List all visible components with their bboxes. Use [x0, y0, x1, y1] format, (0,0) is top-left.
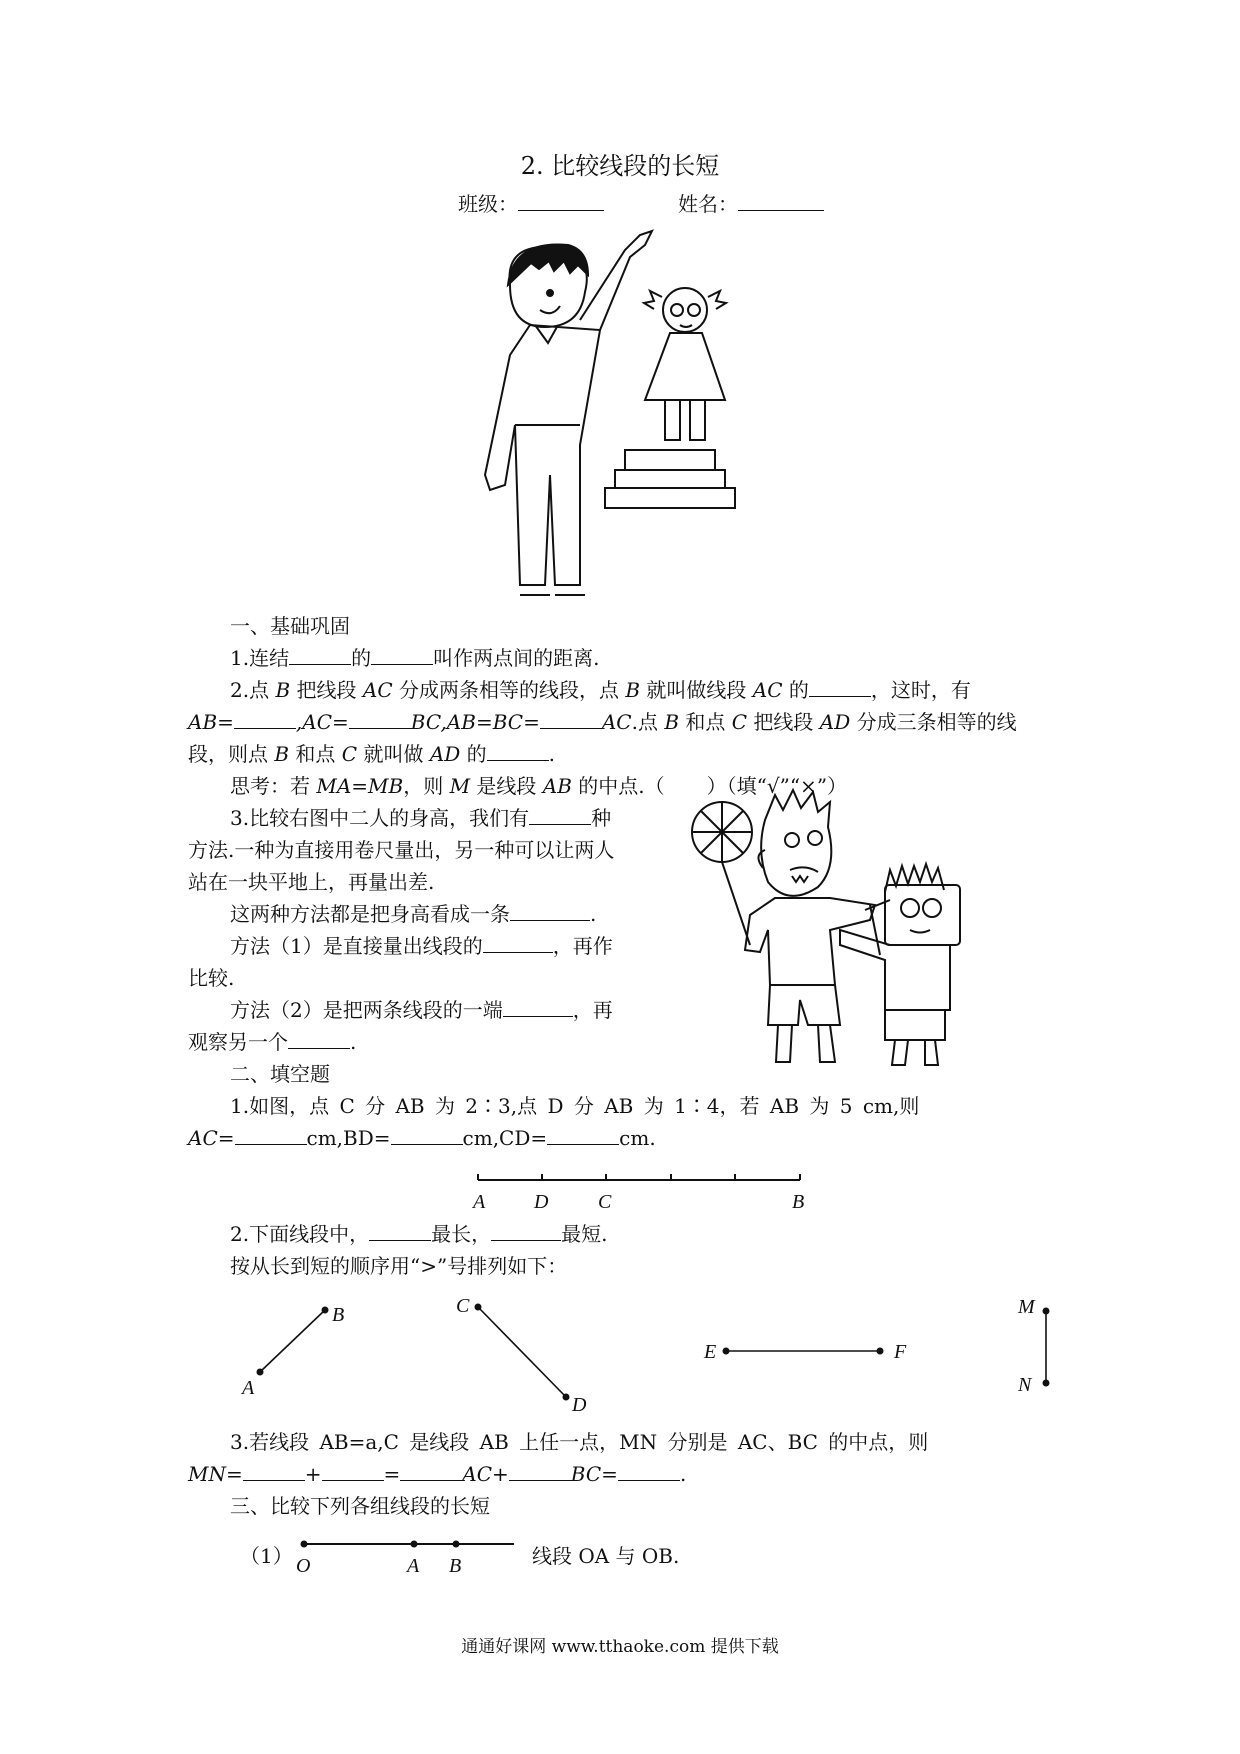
q2-3-l1: 3.若线段 AB=a,C 是线段 AB 上任一点，MN 分别是 AC、BC 的中点，则	[230, 1430, 929, 1454]
point-a	[257, 1369, 264, 1376]
think-t5: ）（填“√”“×”）	[706, 774, 848, 798]
q2-3-l2	[188, 1458, 686, 1490]
q1-2-line3: 段，则点 B 和点 C 就叫做 AD 的 .	[188, 742, 556, 766]
q2-2-t2: 最长，	[431, 1222, 492, 1246]
q1-2-line2	[188, 706, 1017, 738]
q1-3-l8	[188, 1026, 356, 1058]
point-f	[877, 1348, 884, 1355]
label-d: D	[534, 1191, 549, 1213]
q1-2-t10: ,AB=BC=	[440, 710, 540, 734]
label-a: A	[407, 1555, 420, 1577]
label-c: C	[456, 1295, 470, 1317]
measuring-kids-illustration	[680, 780, 1060, 1080]
q1-2-var-ad2: AD	[429, 742, 461, 766]
q2-2-blank-1[interactable]	[369, 1222, 431, 1241]
q1-3-blank-2[interactable]	[510, 902, 590, 921]
q1-2-t3: 分成两条相等的线段，点	[392, 678, 626, 702]
q2-1-t3: cm,CD=	[462, 1126, 548, 1150]
point-b	[453, 1541, 460, 1548]
point-d	[563, 1394, 570, 1401]
q1-1-text-b: 的	[351, 646, 372, 670]
q1-3-t10: .	[350, 1030, 357, 1054]
point-m	[1043, 1308, 1050, 1315]
q1-3-t3: 这两种方法都是把身高看成一条	[230, 902, 510, 926]
q1-3-t6: ，再作	[552, 934, 613, 958]
q2-1-l2	[188, 1122, 656, 1154]
think-var-ab: AB	[542, 774, 572, 798]
q1-2-t12: .点	[631, 710, 665, 734]
q2-1-blank-1[interactable]	[235, 1126, 307, 1145]
label-m: M	[1018, 1296, 1035, 1318]
q2-1-t4: cm.	[619, 1126, 656, 1150]
q1-2-blank-5[interactable]	[487, 742, 549, 761]
q1-2-t15: 分成三条相等的线	[850, 710, 1017, 734]
point-a	[411, 1541, 418, 1548]
label-a: A	[242, 1377, 255, 1399]
q1-2-t13: 和点	[679, 710, 732, 734]
point-o	[301, 1541, 308, 1548]
q1-3-l1	[230, 802, 611, 834]
q1-3-l2: 方法.一种为直接用卷尺量出，另一种可以让两人	[188, 838, 615, 862]
label-o: O	[296, 1555, 311, 1577]
q1-1-text-a: 1.连结	[230, 646, 290, 670]
think-var-m: M	[449, 774, 471, 798]
q1-2-t6: ，这时，有	[870, 678, 971, 702]
q1-1	[230, 642, 599, 674]
q2-2-l1	[230, 1218, 607, 1250]
q1-2-var-ac2: AC	[752, 678, 783, 702]
label-b: B	[449, 1555, 462, 1577]
section3-heading: 三、比较下列各组线段的长短	[230, 1494, 490, 1518]
q1-2-t14: 把线段	[747, 710, 820, 734]
think-t3: 是线段	[470, 774, 543, 798]
class-label: 班级：	[458, 192, 518, 216]
q1-1-text-c: 叫作两点间的距离.	[433, 646, 600, 670]
q1-2-t1: 2.点	[230, 678, 276, 702]
q2-3-t5: BC=	[570, 1462, 618, 1486]
q2-3-t6: .	[679, 1462, 687, 1486]
q3-1-number: （1）	[240, 1544, 293, 1568]
q1-2-t19: 的	[460, 742, 487, 766]
q2-1-t1: AC=	[188, 1126, 235, 1150]
q1-3-t1: 3.比较右图中二人的身高，我们有	[230, 806, 530, 830]
segment-figure-2	[230, 1285, 1070, 1420]
q2-2-l2: 按从长到短的顺序用“>”号排列如下：	[230, 1254, 568, 1278]
q1-3-l4	[230, 898, 596, 930]
label-b: B	[332, 1304, 345, 1326]
think-cond: MA=MB	[316, 774, 404, 798]
point-b	[322, 1307, 329, 1314]
q1-1-blank-2[interactable]	[371, 646, 433, 665]
think-t1: 思考：若	[230, 774, 317, 798]
label-b: B	[792, 1191, 805, 1213]
q2-3-t2: +	[304, 1462, 322, 1486]
q1-2-t5: 的	[782, 678, 809, 702]
q1-2-t8: ,AC=	[295, 710, 349, 734]
page-footer: 通通好课网 www.tthaoke.com 提供下载	[461, 1637, 779, 1657]
q2-1-blank-2[interactable]	[391, 1126, 463, 1145]
page-title: 2. 比较线段的长短	[520, 152, 720, 180]
q1-3-l6: 比较.	[188, 966, 235, 990]
section2-heading: 二、填空题	[230, 1062, 330, 1086]
q1-3-t2: 种	[591, 806, 612, 830]
class-field	[458, 188, 604, 220]
point-e	[723, 1348, 730, 1355]
q1-3-blank-1[interactable]	[529, 806, 591, 825]
q2-1-t2: cm,BD=	[306, 1126, 391, 1150]
segment-cd	[478, 1307, 566, 1397]
label-a: A	[473, 1191, 486, 1213]
name-label: 姓名：	[678, 192, 738, 216]
q3-1-text: 线段 OA 与 OB.	[532, 1544, 680, 1568]
q1-3-t8: ，再	[572, 998, 613, 1022]
q2-3-blank-4[interactable]	[509, 1462, 571, 1481]
q1-2-blank-3[interactable]	[349, 710, 411, 729]
q1-3-t4: .	[590, 902, 597, 926]
q1-2-line1	[230, 674, 971, 706]
boy-girl-illustration	[440, 225, 810, 605]
label-n: N	[1018, 1374, 1032, 1396]
segment-figure-3	[292, 1530, 522, 1580]
q2-3-blank-5[interactable]	[618, 1462, 680, 1481]
q1-1-blank-1[interactable]	[289, 646, 351, 665]
think-t2: ，则	[403, 774, 450, 798]
q1-2-t9: BC	[410, 710, 441, 734]
q2-2-blank-2[interactable]	[491, 1222, 561, 1241]
q1-2-var-b3: B	[664, 710, 680, 734]
point-n	[1043, 1380, 1050, 1387]
q1-2-t18: 就叫做	[357, 742, 430, 766]
q2-2-t3: 最短.	[561, 1222, 608, 1246]
label-c: C	[598, 1191, 612, 1213]
section1-heading: 一、基础巩固	[230, 614, 350, 638]
q1-2-var-b2: B	[625, 678, 641, 702]
label-e: E	[704, 1341, 717, 1363]
q1-3-blank-5[interactable]	[288, 1030, 350, 1049]
name-blank[interactable]	[738, 192, 824, 211]
label-f: F	[894, 1341, 907, 1363]
q1-2-blank-1[interactable]	[809, 678, 871, 697]
q1-2-var-c2: C	[341, 742, 358, 766]
q2-1-l1: 1.如图，点 C 分 AB 为 2∶3,点 D 分 AB 为 1∶4，若 AB 为 5 cm,则	[230, 1094, 920, 1118]
q1-2-var-ad: AD	[819, 710, 851, 734]
label-d: D	[572, 1394, 587, 1416]
q1-3-blank-3[interactable]	[483, 934, 553, 953]
q1-2-var-b: B	[275, 678, 291, 702]
q1-2-t16: 段，则点	[188, 742, 275, 766]
q2-3-blank-2[interactable]	[322, 1462, 384, 1481]
think-t4: 的中点.（	[571, 774, 665, 798]
segment-ab	[260, 1310, 325, 1372]
q2-1-blank-3[interactable]	[547, 1126, 619, 1145]
q2-2-t1: 2.下面线段中，	[230, 1222, 370, 1246]
q1-3-l7	[230, 994, 613, 1026]
q2-3-blank-3[interactable]	[400, 1462, 462, 1481]
q1-2-t7: AB=	[188, 710, 234, 734]
q1-3-l5	[230, 930, 613, 962]
q1-2-t11: AC	[601, 710, 632, 734]
q1-3-t5: 方法（1）是直接量出线段的	[230, 934, 483, 958]
q2-3-t4: AC+	[462, 1462, 509, 1486]
q2-3-blank-1[interactable]	[243, 1462, 305, 1481]
q1-3-t9: 观察另一个	[188, 1030, 288, 1054]
q1-2-t17: 和点	[289, 742, 342, 766]
class-blank[interactable]	[518, 192, 604, 211]
point-c	[475, 1304, 482, 1311]
q1-3-blank-4[interactable]	[503, 998, 573, 1017]
q1-2-blank-2[interactable]	[234, 710, 296, 729]
name-field	[678, 188, 824, 220]
q1-3-t7: 方法（2）是把两条线段的一端	[230, 998, 503, 1022]
q1-3-l3: 站在一块平地上，再量出差.	[188, 870, 435, 894]
q1-2-var-b4: B	[274, 742, 290, 766]
q1-2-var-c: C	[731, 710, 748, 734]
q2-3-t3: =	[383, 1462, 401, 1486]
q1-2-t2: 把线段	[290, 678, 363, 702]
q1-2-blank-4[interactable]	[540, 710, 602, 729]
q1-2-var-ac: AC	[362, 678, 393, 702]
q2-3-t1: MN=	[188, 1462, 243, 1486]
q1-2-t4: 就叫做线段	[640, 678, 753, 702]
